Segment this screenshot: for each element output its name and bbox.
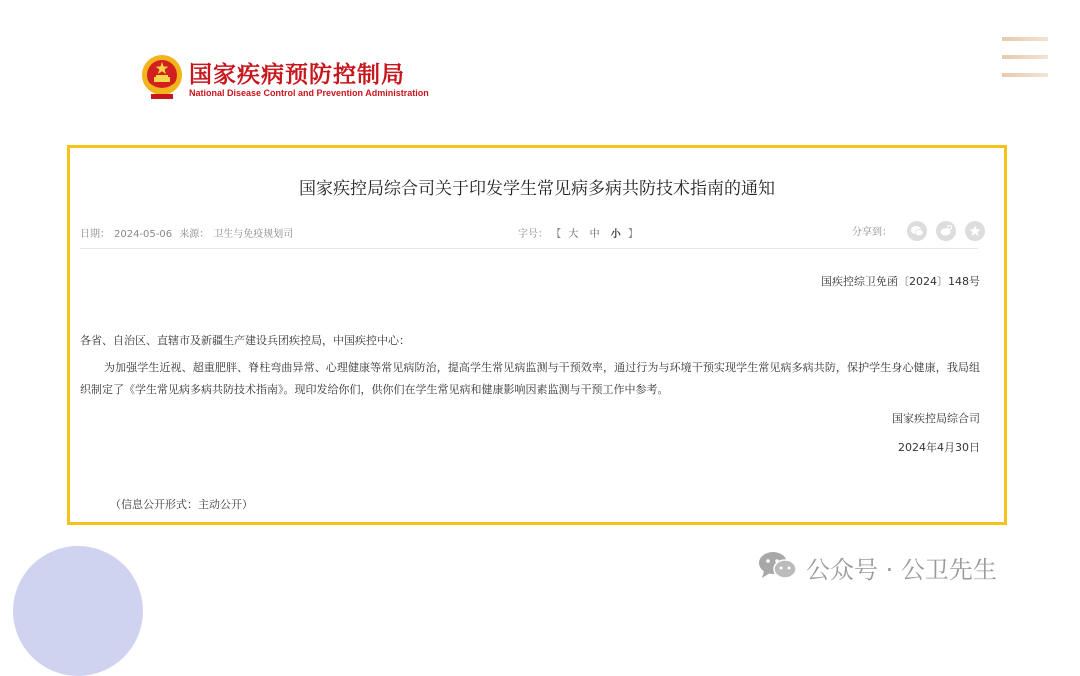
notice-meta	[80, 225, 297, 240]
share-label: 分享到：	[852, 227, 892, 238]
notice-title: 国家疾控局综合司关于印发学生常见病多病共防技术指南的通知	[299, 179, 775, 199]
national-emblem-icon	[139, 53, 185, 101]
menu-button[interactable]	[1002, 37, 1048, 81]
wechat-icon[interactable]	[907, 221, 927, 241]
font-size-medium-button[interactable]: 中	[589, 229, 600, 240]
share-bar	[852, 220, 985, 240]
hamburger-stripes-icon	[1002, 73, 1048, 77]
source-name: 卫生与免疫规划司	[213, 229, 294, 240]
agency-logo[interactable]	[139, 53, 439, 105]
font-size-selector	[518, 225, 638, 240]
hamburger-stripes-icon	[1002, 37, 1048, 41]
font-size-label: 字号：	[518, 229, 548, 240]
source-label: 来源：	[179, 229, 210, 240]
logo-chinese-name: 国家疾病预防控制局	[189, 62, 405, 88]
hamburger-stripes-icon	[1002, 55, 1048, 59]
divider	[80, 248, 978, 249]
logo-english-name: National Disease Control and Prevention Administration	[189, 88, 429, 98]
disclosure-type: （信息公开形式：主动公开）	[110, 498, 253, 511]
signing-date: 2024年4月30日	[898, 441, 980, 454]
signing-organization: 国家疾控局综合司	[892, 412, 980, 425]
font-size-small-button[interactable]: 小	[610, 229, 621, 240]
font-size-large-button[interactable]: 大	[568, 229, 579, 240]
publish-date: 2024-05-06	[114, 229, 173, 240]
favorite-icon[interactable]	[965, 221, 985, 241]
weibo-icon[interactable]	[936, 221, 956, 241]
notice-panel	[67, 145, 1007, 525]
watermark-text: 公众号 · 公卫先生	[806, 556, 997, 584]
notice-body: 为加强学生近视、超重肥胖、脊柱弯曲异常、心理健康等常见病防治，提高学生常见病监测与干预效率，通过行为与环境干预实现学生常见病多病共防，保护学生身心健康，我局组织制定了《学生常见病多病共防技术指南》。现印发给你们，供你们在学生常见病和健康影响因素监测与干预工作中参考。	[80, 361, 980, 396]
wechat-icon	[758, 551, 798, 581]
bracket-close: 】	[627, 229, 638, 240]
date-label: 日期：	[80, 229, 110, 240]
bracket-open: 【	[551, 229, 562, 240]
document-number: 国疾控综卫免函〔2024〕148号	[821, 275, 980, 288]
decorative-circle	[13, 546, 143, 676]
salutation: 各省、自治区、直辖市及新疆生产建设兵团疾控局，中国疾控中心：	[80, 334, 410, 347]
